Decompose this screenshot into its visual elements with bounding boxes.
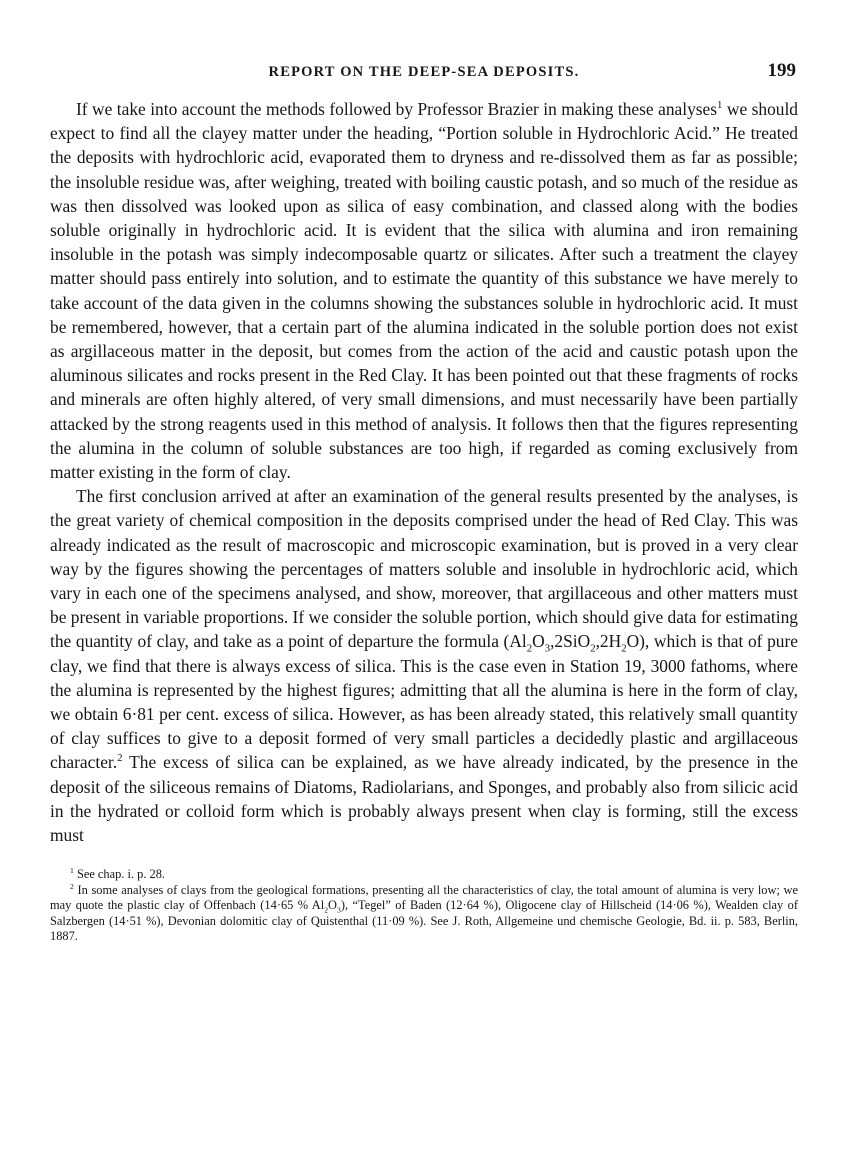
footnote-subscript: 3 <box>337 905 341 915</box>
formula-subscript: 2 <box>621 642 627 655</box>
formula-text: ,2SiO <box>550 631 591 652</box>
formula-subscript: 2 <box>526 642 533 655</box>
footnotes <box>50 867 798 944</box>
footnote-2-mark: 2 <box>70 881 74 891</box>
formula-subscript: 3 <box>544 642 551 655</box>
paragraph-2-text-b: O), which is that of pure clay, we find that there is always excess of silica. This is the case even in Station 19, 3000 fathoms, where the alumina is represented by the highest figures; admitting that all the alumina is here in the form of clay, we obtain 6·81 per cent. excess of silica. However, as has been already stated, this relatively small quantity of clay suffices to give to a deposit formed of very small particles a decidedly plastic and argillaceous character. <box>50 631 798 773</box>
footnote-2 <box>50 883 798 945</box>
formula-text: O <box>532 631 545 652</box>
paragraph-1-text-b: we should expect to find all the clayey matter under the heading, “Portion soluble in Hydrochloric Acid.” He treated the deposits with hydrochloric acid, evaporated them to dryness and re-dissolved them as far as possible; the insoluble residue was, after weighing, treated with boiling caustic potash, and so much of the residue as was then dissolved was looked upon as silica of easy combination, and classed along with the bodies soluble originally in hydrochloric acid. It is evident that the silica with alumina and iron remaining insoluble in the potash was simply indecomposable quartz or silicates. After such a treatment the clayey matter should pass entirely into solution, and to estimate the quantity of this substance we have merely to take account of the data given in the columns showing the substances soluble in hydrochloric acid. It must be remembered, however, that a certain part of the alumina indicated in the soluble portion does not exist as argillaceous matter in the deposit, but comes from the action of the acid and caustic potash upon the aluminous silicates and rocks present in the Red Clay. It has been pointed out that these fragments of rocks and minerals are often highly altered, of very small dimensions, and must necessarily have been partially attacked by the strong reagents used in this method of analysis. It follows then that the figures representing the alumina in the column of soluble substances are too high, if regarded as coming exclusively from matter existing in the form of clay. <box>50 99 799 483</box>
paragraph-2 <box>50 484 798 847</box>
footnote-2-text-b: ), “Tegel” of Baden (12·64 %), Oligocene clay of Hillscheid (14·06 %), Wealden clay of Salzbergen (14·51 %), Devonian dolomitic clay of Quistenthal (11·09 %). See J. Roth, Allgemeine und chemische Geologie, Bd. ii. p. 583, Berlin, 1887. <box>50 898 798 943</box>
footnote-ref-2: 2 <box>117 752 123 765</box>
formula-text: ,2H <box>595 631 622 652</box>
footnote-1-mark: 1 <box>70 866 74 876</box>
footnote-ref-1: 1 <box>717 99 723 112</box>
footnote-2-text-a: In some analyses of clays from the geological formations, presenting all the characteristics of clay, the total amount of alumina is very low; we may quote the plastic clay of Offenbach (14·65 % Al <box>50 882 798 913</box>
footnote-formula-text: O <box>328 898 337 913</box>
footnote-subscript: 2 <box>324 905 329 915</box>
paragraph-2-text-c: The excess of silica can be explained, as we have already indicated, by the presence in the deposit of the siliceous remains of Diatoms, Radiolarians, and Sponges, and probably also from silicic acid in the hydrated or colloid form which is probably always present when clay is forming, still the excess must <box>50 752 798 846</box>
formula-subscript: 2 <box>590 642 596 655</box>
footnote-1 <box>50 867 798 882</box>
paragraph-1 <box>50 97 798 484</box>
body-text <box>50 97 798 847</box>
paragraph-2-text-a: The first conclusion arrived at after an examination of the general results presented by the analyses, is the great variety of chemical composition in the deposits comprised under the head of Red Clay. This was already indicated as the result of macroscopic and microscopic examination, but is proved in a very clear way by the figures showing the percentages of matters soluble and insoluble in hydrochloric acid, which vary in each one of the specimens analysed, and show, moreover, that argillaceous and other matters must be present in variable proportions. If we consider the soluble portion, which should give data for estimating the quantity of clay, and take as a point of departure the formula (Al <box>50 486 798 652</box>
document-page <box>50 58 798 944</box>
page-number: 199 <box>767 60 796 81</box>
running-title: REPORT ON THE DEEP-SEA DEPOSITS. <box>268 64 580 80</box>
footnote-1-text: See chap. i. p. 28. <box>73 867 166 882</box>
paragraph-1-text-a: If we take into account the methods followed by Professor Brazier in making these analyses <box>76 99 718 119</box>
running-header <box>50 58 798 88</box>
